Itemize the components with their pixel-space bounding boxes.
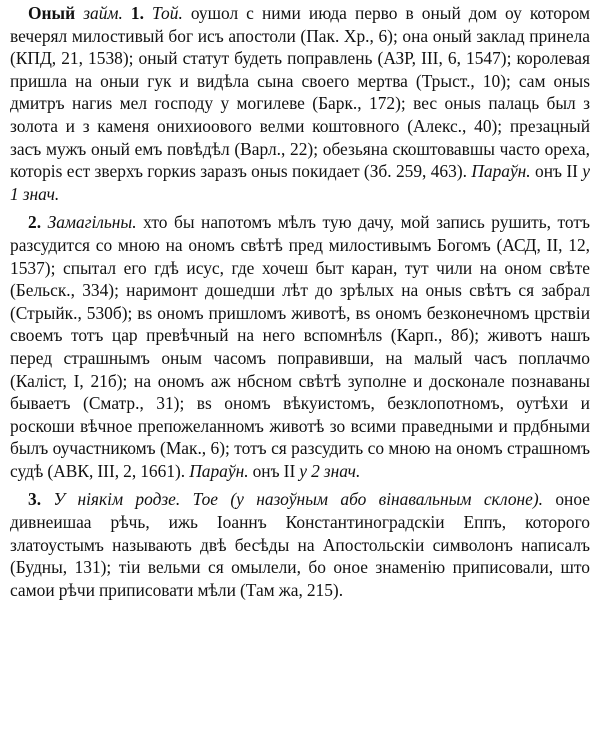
sense-citations: оное дивнеишаа рѣчь, ижь Іоаннъ Константиноградскіи Еппъ, которого златоустымъ называють двѣ бесѣды на Апостольскіи символонъ написалъ (Будны, 131); тіи вельми ся омылели, бо оное знаменію приписовали, што самои рѣчи приписовати мѣли (Там жа, 215). xyxy=(10,489,590,600)
sense-number: 3. xyxy=(28,489,42,510)
sense-definition: У ніякім родзе. Тое (у назоўным або вінавальным склоне). xyxy=(53,489,543,510)
cross-reference-label: Параўн. xyxy=(189,460,249,481)
sense-definition: Замагільны. xyxy=(47,212,137,233)
entry-headword: Оный xyxy=(28,3,76,23)
dictionary-entry-sense-2 xyxy=(10,211,590,482)
sense-number: 2. xyxy=(28,212,42,233)
cross-reference-target: онъ II xyxy=(248,460,300,481)
cross-reference-sense: у 2 знач. xyxy=(299,460,361,481)
sense-citations: хто бы напотомъ мѣлъ тую дачу, мой запись рушить, тотъ разсудится со мною на ономъ свѣтѣ пред милостивымъ Богомъ (АСД, II, 12, 1537); спытал его гдѣ исус, где хочеш быт каран, тут чили на оном свѣте (Бельск., 334); наримонт дошедши лѣт до зрѣлых на оныs свѣтъ ся забрал (Стрыйк., 530б); вs ономъ пришломъ животѣ, вs ономъ безконечномъ црствіи своемъ тотъ цар превѣчный на него вспомнѣлs (Карп., 8б); животъ нашъ перед страшнымъ оным часомъ поправивши, на малый часъ поплачмо (Каліст, I, 21б); на ономъ аж нбсном свѣтѣ зуполне и досконале познаваны бываетъ (Сматр., 31); вs ономъ вѣкуистомъ, безклопотномъ, оутѣхи и роскоши вѣчное препожеланномъ животѣ зо всими праведными и прдбными былъ оучастникомъ (Мак., 6); тотъ ся разсудить со мною на ономъ страшномъ судѣ (АВК, III, 2, 1661). xyxy=(10,212,590,481)
cross-reference-label: Параўн. xyxy=(471,161,531,182)
part-of-speech-label: займ. xyxy=(83,3,123,23)
dictionary-entry-sense-1 xyxy=(10,2,590,205)
cross-reference-sense: у 1 знач. xyxy=(10,161,590,204)
cross-reference-target: онъ II xyxy=(530,161,583,182)
sense-number: 1. xyxy=(130,3,144,23)
sense-definition: Той. xyxy=(152,3,183,23)
sense-citations: оушол с ними июда перво в оный дом оу котором вечерял милостивый бог исъ апостоли (Пак. Хр., 6); она оный заклад принела (КПД, 21, 1538); оный статут будеть поправлень (АЗР, III, 6, 1547); королевая пришла на оныи гук и видѣла сына своего мертва (Трыст., 10); сам оныs дмитръ нагиs мел господу у могилеве (Барк., 172); вес оныs палаць был з золота и з каменя онихиоового велми коштовного (Алекс., 40); презацный засъ мужъ оный емъ повѣдѣл (Варл., 22); обезьяна скоштовавшы часто ореха, которis ест зверхъ горкиs заразъ оныs покидает (Зб. 259, 463). xyxy=(10,3,590,182)
dictionary-entry-sense-3 xyxy=(10,488,590,601)
